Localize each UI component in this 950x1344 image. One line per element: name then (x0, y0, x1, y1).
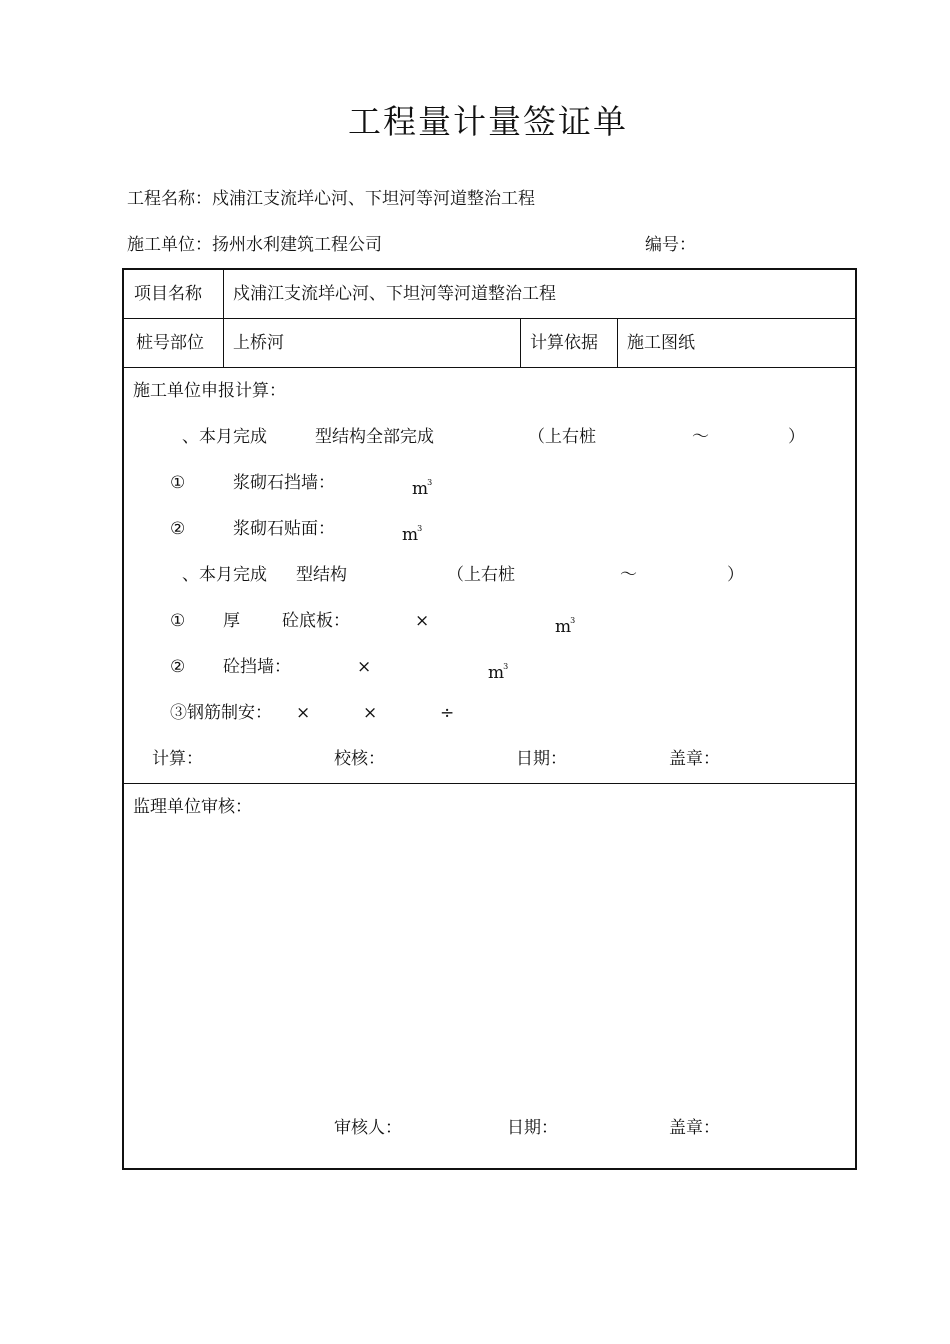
item1-sub2-text: 浆砌石贴面： (233, 519, 335, 539)
reviewer-label: 审核人： (334, 1118, 402, 1138)
item2-sub2-times: × (357, 657, 372, 677)
checker-label: 校核： (334, 749, 385, 769)
item2-sub3-times2: × (363, 703, 378, 723)
item2-stake: （上右桩 (447, 565, 515, 585)
project-name-line (127, 189, 535, 209)
project-name-value: 戍浦江支流垟心河、下坦河等河道整治工程 (212, 189, 535, 209)
project-item-value: 戍浦江支流垟心河、下坦河等河道整治工程 (233, 284, 556, 304)
col-divider-label (223, 269, 224, 368)
item1-sub1-text: 浆砌石挡墙： (233, 473, 335, 493)
row-divider-2 (123, 367, 856, 368)
item2-type: 型结构 (296, 565, 347, 585)
location-value: 上桥河 (233, 333, 284, 353)
item2-sub2-text: 砼挡墙： (223, 657, 291, 677)
item2-tilde: ～ (620, 565, 637, 585)
item2-sub1-text: 砼底板： (282, 611, 350, 631)
row-divider-1 (123, 318, 856, 319)
item2-prefix: 、本月完成 (182, 565, 267, 585)
calculation-basis-label: 计算依据 (530, 333, 598, 353)
report-seal-label: 盖章： (669, 749, 720, 769)
report-date-label: 日期： (516, 749, 567, 769)
item2-sub2-number: ② (170, 657, 186, 677)
contractor-report-heading: 施工单位申报计算： (133, 381, 286, 401)
item2-sub3-divide: ÷ (440, 703, 455, 723)
calculation-basis-value: 施工图纸 (627, 333, 695, 353)
col-divider-basis (520, 318, 521, 368)
project-name-label: 工程名称： (127, 189, 212, 209)
project-item-label: 项目名称 (134, 284, 202, 304)
contractor-line (127, 235, 382, 255)
item1-close: ） (788, 427, 805, 447)
item2-sub1-unit: $m^3$ (555, 616, 576, 637)
item1-tilde: ～ (692, 427, 709, 447)
item1-prefix: 、本月完成 (182, 427, 267, 447)
item1-sub1-number: ① (170, 473, 186, 493)
contractor-value: 扬州水利建筑工程公司 (212, 235, 382, 255)
item2-sub1-thick: 厚 (223, 611, 240, 631)
item2-sub2-unit: $m^3$ (488, 662, 509, 683)
contractor-label: 施工单位： (127, 235, 212, 255)
location-label: 桩号部位 (136, 333, 204, 353)
item1-sub2-unit: $m^3$ (402, 524, 423, 545)
item2-sub1-times: × (415, 611, 430, 631)
item2-close: ） (727, 565, 744, 585)
review-seal-label: 盖章： (669, 1118, 720, 1138)
item2-sub3-text: ③钢筋制安： (170, 703, 272, 723)
item2-sub1-number: ① (170, 611, 186, 631)
col-divider-basis-value (617, 318, 618, 368)
document-title: 工程量计量签证单 (348, 102, 628, 141)
document-number-label: 编号： (645, 235, 696, 255)
item1-sub2-number: ② (170, 519, 186, 539)
calculator-label: 计算： (152, 749, 203, 769)
review-date-label: 日期： (507, 1118, 558, 1138)
item1-stake: （上右桩 (528, 427, 596, 447)
supervision-heading: 监理单位审核： (133, 797, 252, 817)
item1-type: 型结构全部完成 (315, 427, 434, 447)
row-divider-3 (123, 783, 856, 784)
item2-sub3-times1: × (296, 703, 311, 723)
item1-sub1-unit: $m^3$ (412, 478, 433, 499)
